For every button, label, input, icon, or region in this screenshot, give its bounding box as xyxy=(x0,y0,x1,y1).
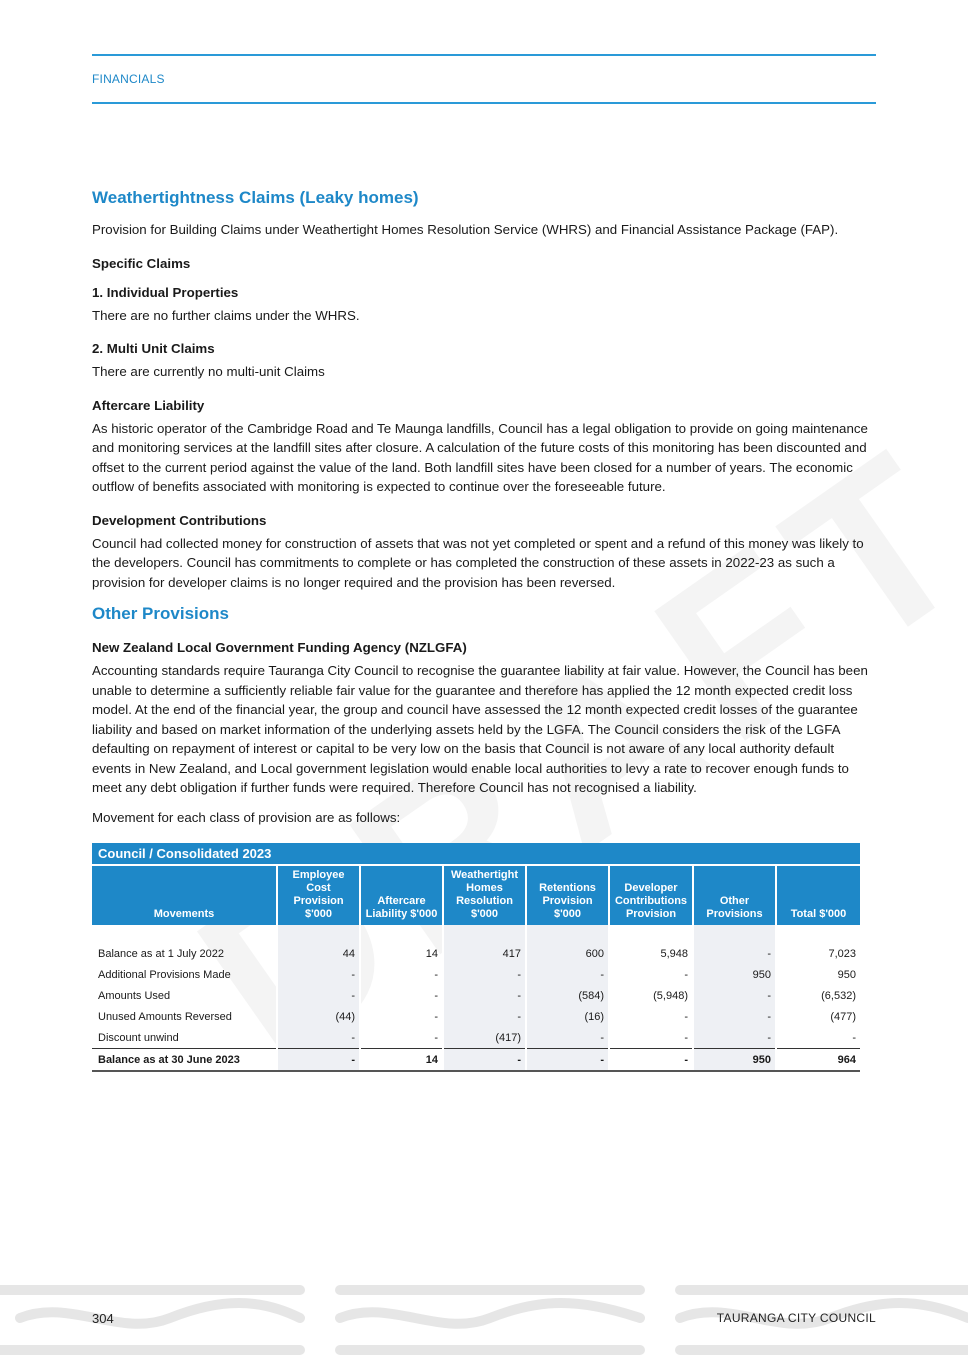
table-row: Discount unwind - - (417) - - - - xyxy=(92,1027,860,1049)
table-row: Amounts Used - - - (584) (5,948) - (6,532) xyxy=(92,985,860,1006)
table-spacer-row xyxy=(92,925,860,943)
table-header: Retentions Provision $'000 xyxy=(526,865,609,925)
table-row: Unused Amounts Reversed (44) - - (16) - - (477) xyxy=(92,1006,860,1027)
table-header: Aftercare Liability $'000 xyxy=(360,865,443,925)
table-header: Employee Cost Provision $'000 xyxy=(277,865,360,925)
table-header: Movements xyxy=(92,865,277,925)
table-total-row: Balance as at 30 June 2023 - 14 - - - 950 964 xyxy=(92,1049,860,1072)
individual-properties-heading: 1. Individual Properties xyxy=(92,284,239,300)
devcon-text: Council had collected money for construction of assets that was not yet completed or spent and a refund of this money was likely to the developers. Council has commitments to complete or has completed the construction of these assets in 2022-23 as such a provision for developer claims is no longer required and the provision has been reversed. xyxy=(92,535,864,590)
aftercare-text: As historic operator of the Cambridge Road and Te Maunga landfills, Council has a legal obligation to provide on going maintenance and monitoring services at the landfill sites after closure. A calculation of the future costs of this monitoring has been discounted and offset to the current period against the value of the land. Both landfill sites have been closed for a number of years. The economic outflow of benefits associated with monitoring is expected to continue over the foreseeable future. xyxy=(92,420,868,494)
specific-claims-heading: Specific Claims xyxy=(92,255,191,271)
table-header: Developer Contributions Provision xyxy=(609,865,693,925)
header-rule-bottom xyxy=(92,102,876,104)
table-row: Additional Provisions Made - - - - - 950 950 xyxy=(92,964,860,985)
provisions-table xyxy=(92,843,860,1072)
page-content xyxy=(92,188,876,1072)
multi-unit-heading: 2. Multi Unit Claims xyxy=(92,341,215,356)
nzlgfa-heading: New Zealand Local Government Funding Agency (NZLGFA) xyxy=(92,640,467,655)
weathertight-intro: Provision for Building Claims under Weathertight Homes Resolution Service (WHRS) and Financial Assistance Package (FAP). xyxy=(92,222,839,237)
movement-intro: Movement for each class of provision are as follows: xyxy=(92,809,401,825)
section-label: FINANCIALS xyxy=(92,72,165,86)
aftercare-heading: Aftercare Liability xyxy=(92,397,205,413)
table-header: Weathertight Homes Resolution $'000 xyxy=(443,865,526,925)
table-row: Balance as at 1 July 2022 44 14 417 600 5,948 - 7,023 xyxy=(92,943,860,964)
header-rule-top xyxy=(92,54,876,56)
multi-unit-text: There are currently no multi-unit Claims xyxy=(92,364,325,379)
table-caption: Council / Consolidated 2023 xyxy=(92,843,860,865)
table-header: Other Provisions xyxy=(693,865,776,925)
other-provisions-title: Other Provisions xyxy=(92,604,229,623)
nzlgfa-text: Accounting standards require Tauranga City Council to recognise the guarantee liability at fair value. However, the Council has been unable to determine a sufficiently reliable fair value for the guarantee and therefore has applied the 12 month expected credit loss model. At the end of the financial year, the group and council have assessed the 12 month expected credit losses of the guarantee liability and based on market information of the underlying assets held by the LGFA. The Council considers the risk of the LGFA defaulting on repayment of interest or capital to be very low on the basis that Council is not aware of any local authority default events in New Zealand, and Local government legislation would enable local authorities to levy a rate to recover enough funds to meet any debt obligation if further funds were required. Therefore Council has not recognised a liability. xyxy=(92,663,868,795)
table-header: Total $'000 xyxy=(776,865,860,925)
devcon-heading: Development Contributions xyxy=(92,512,267,528)
footer-organisation: TAURANGA CITY COUNCIL xyxy=(716,1311,876,1325)
weathertight-title: Weathertightness Claims (Leaky homes) xyxy=(92,188,419,207)
page-number: 304 xyxy=(92,1311,114,1326)
individual-properties-text: There are no further claims under the WHRS. xyxy=(92,307,360,323)
